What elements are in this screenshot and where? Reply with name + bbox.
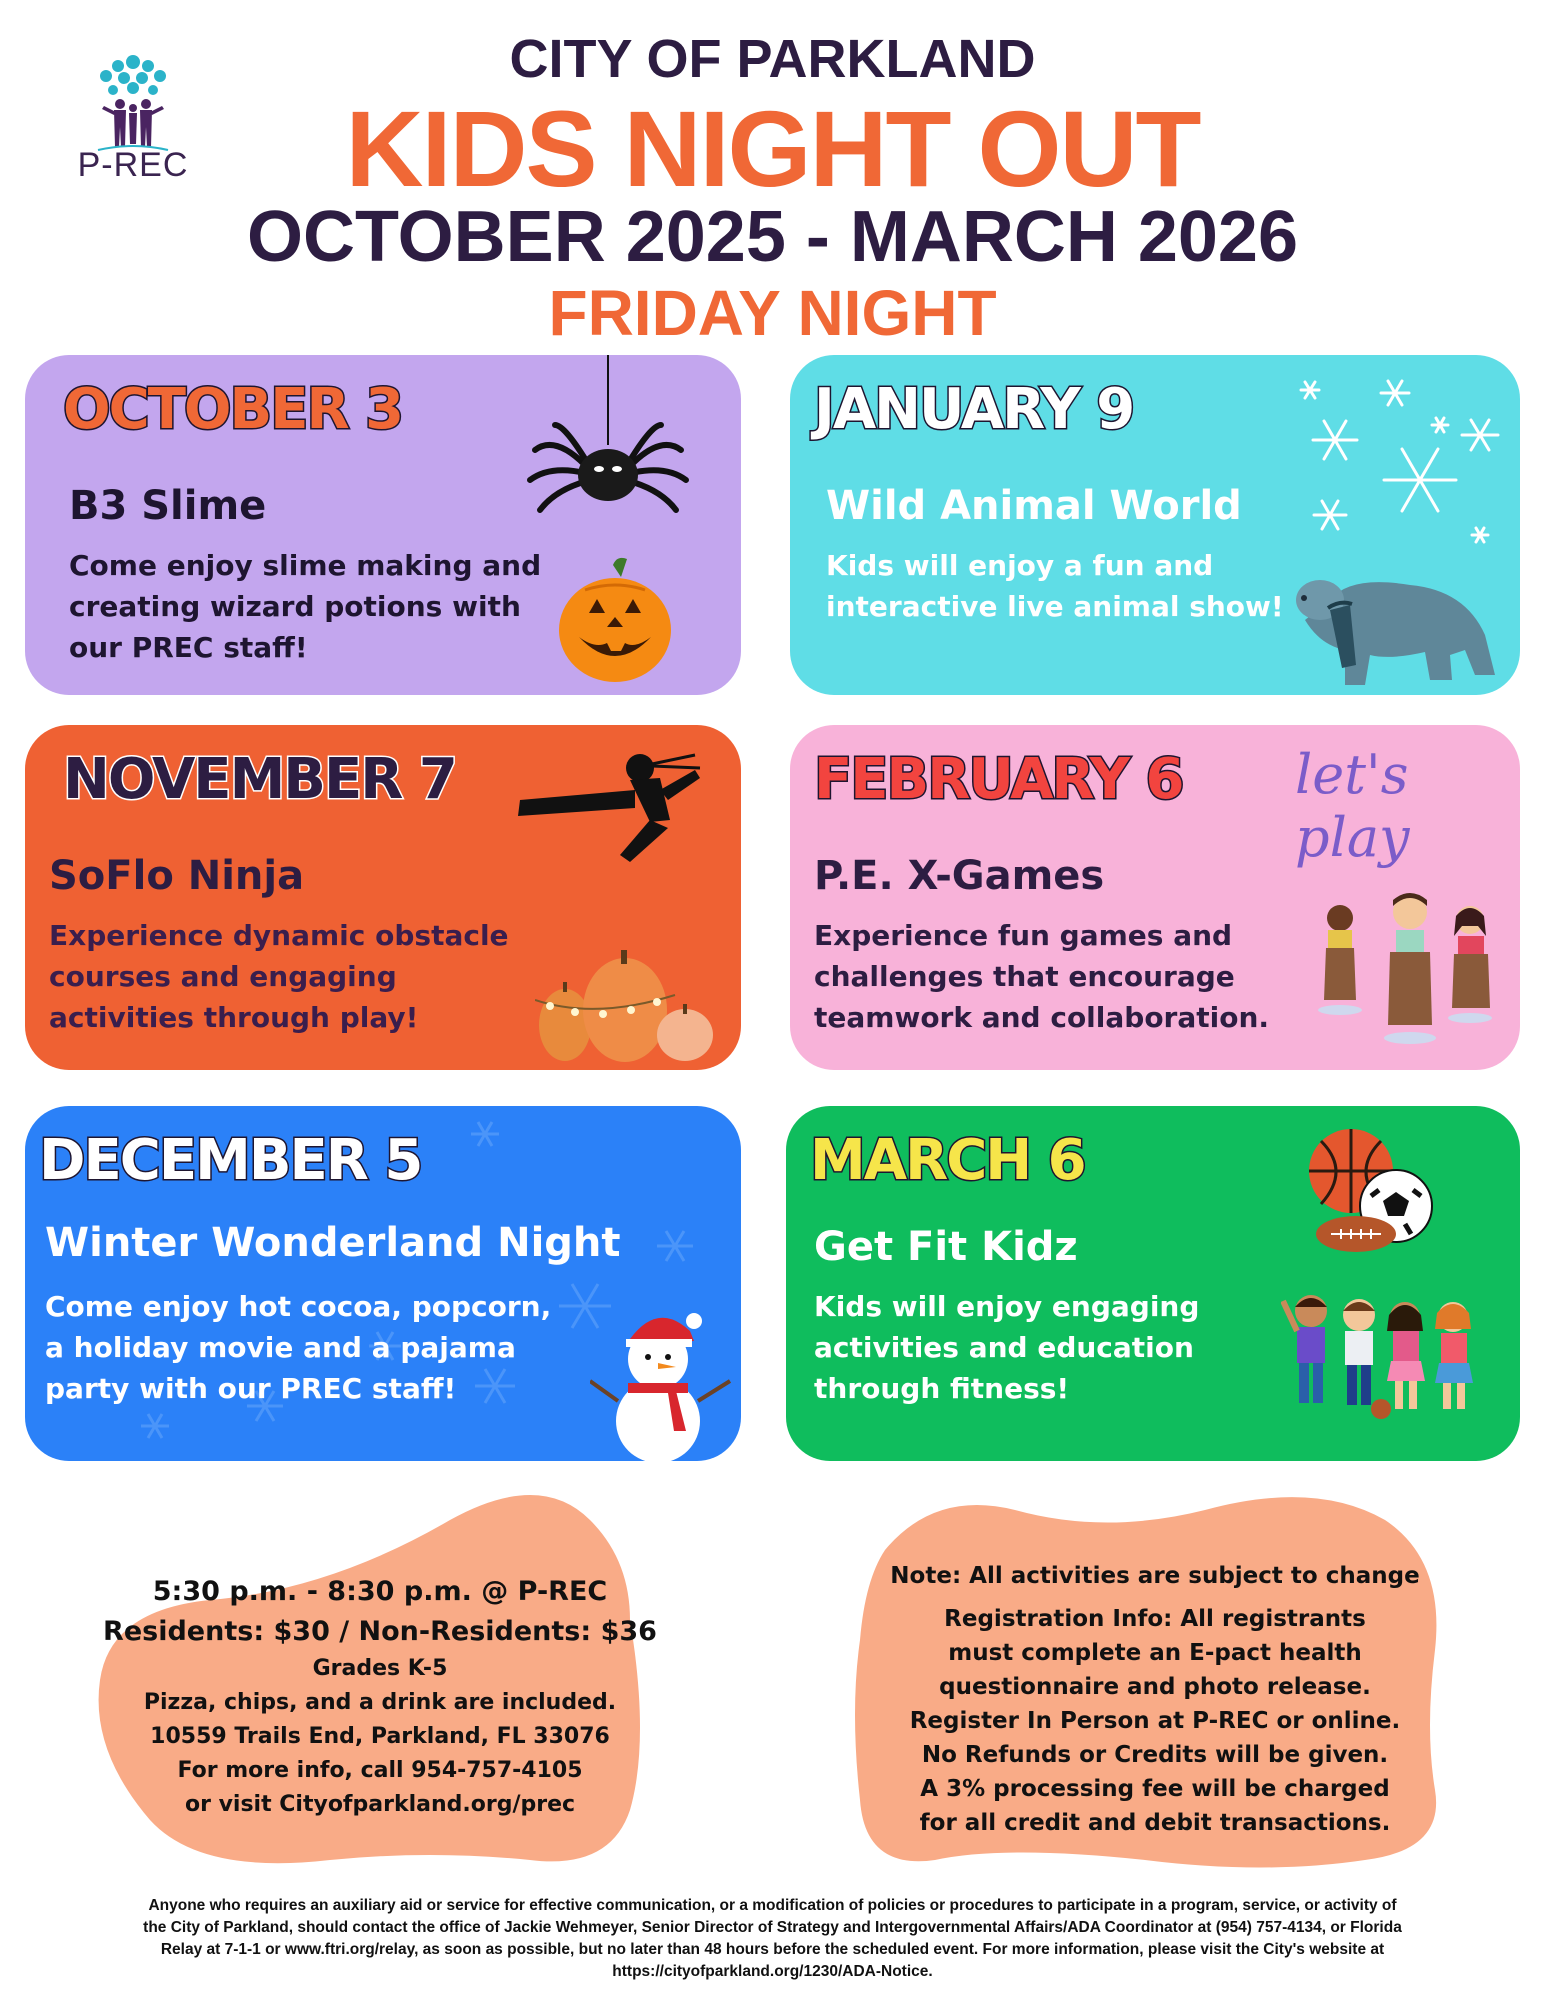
event-date: OCTOBER 3 [63,377,403,442]
registration-line: Register In Person at P-REC or online. [909,1708,1401,1734]
event-date: JANUARY 9 [814,377,1134,442]
event-title: P.E. X-Games [814,853,1105,899]
description-line: creating wizard potions with [69,590,521,623]
registration-line: for all credit and debit transactions. [919,1810,1391,1836]
info-right [845,1556,1465,1840]
event-card-january [790,355,1520,695]
ada-link[interactable]: https://cityofparkland.org/1230/ADA-Notice. [612,1963,933,1980]
time-text: 5:30 p.m. - 8:30 p.m. @ P-REC [152,1576,608,1607]
lets-play-badge: let's play [1295,743,1410,869]
subtitle: FRIDAY NIGHT [548,277,997,349]
sports-balls-icon [1301,1126,1441,1261]
ninja-kick-icon [510,750,710,870]
jack-o-lantern-icon [555,555,675,685]
event-title: Get Fit Kidz [814,1224,1078,1270]
description-line: Kids will enjoy engaging [814,1290,1200,1323]
event-description [49,915,509,1038]
grades-text: Grades K-5 [312,1656,448,1681]
description-line: Experience dynamic obstacle [49,919,509,952]
polar-bear-icon [1290,560,1510,695]
event-description [814,915,1269,1038]
event-card-february [790,725,1520,1070]
event-date: MARCH 6 [810,1128,1085,1193]
info-left [70,1572,690,1822]
event-date: DECEMBER 5 [39,1128,422,1193]
date-range: OCTOBER 2025 - MARCH 2026 [247,197,1298,277]
pumpkins-icon [535,930,725,1065]
event-card-october [25,355,741,695]
food-text: Pizza, chips, and a drink are included. [143,1690,617,1715]
description-line: challenges that encourage [814,960,1235,993]
description-line: a holiday movie and a pajama [45,1331,516,1364]
description-line: our PREC staff! [69,631,308,664]
fees-text: Residents: $30 / Non-Residents: $36 [103,1616,657,1647]
registration-line: must complete an E-pact health [948,1640,1362,1666]
description-line: Come enjoy slime making and [69,549,542,582]
phone-text: For more info, call 954-757-4105 [177,1758,583,1783]
event-title: SoFlo Ninja [49,853,305,899]
registration-line: questionnaire and photo release. [939,1674,1371,1700]
registration-line: A 3% processing fee will be charged [920,1776,1390,1802]
event-card-november [25,725,741,1070]
web-text: or visit Cityofparkland.org/prec [184,1792,576,1817]
event-description [814,1286,1199,1409]
event-title: Winter Wonderland Night [45,1220,621,1266]
sack-race-kids-icon [1310,890,1510,1065]
description-line: activities through play! [49,1001,419,1034]
kids-group-icon [1281,1281,1481,1431]
event-card-march [786,1106,1520,1461]
event-title: Wild Animal World [826,483,1242,529]
event-description [45,1286,551,1409]
registration-line: No Refunds or Credits will be given. [921,1742,1389,1768]
snowman-icon [590,1301,740,1461]
description-line: Kids will enjoy a fun and [826,549,1214,582]
registration-line: Registration Info: All registrants [944,1606,1366,1632]
logo-text: P-REC [77,146,189,184]
event-date: FEBRUARY 6 [814,747,1183,812]
description-line: party with our PREC staff! [45,1372,457,1405]
description-line: Come enjoy hot cocoa, popcorn, [45,1290,552,1323]
page-title: KIDS NIGHT OUT [345,88,1200,209]
event-card-december [25,1106,741,1461]
note-text: Note: All activities are subject to change [890,1563,1420,1589]
event-description [826,545,1284,627]
snowflakes-icon [1290,365,1510,565]
ada-line: the City of Parkland, should contact the office of Jackie Wehmeyer, Senior Director of Strategy and Intergovernmental Affairs/ADA Coordinator at (954) 757-4134, or Florida [143,1919,1402,1936]
event-date: NOVEMBER 7 [63,747,456,812]
description-line: activities and education [814,1331,1194,1364]
spider-icon [525,355,715,515]
address-text: 10559 Trails End, Parkland, FL 33076 [150,1724,610,1749]
city-name: CITY OF PARKLAND [509,29,1036,89]
description-line: Experience fun games and [814,919,1233,952]
ada-line: Relay at 7-1-1 or www.ftri.org/relay, as soon as possible, but no later than 48 hours before the scheduled event. For more information, please visit the City's website at [160,1941,1385,1958]
event-description [69,545,541,668]
event-title: B3 Slime [69,483,267,529]
description-line: courses and engaging [49,960,397,993]
ada-line: Anyone who requires an auxiliary aid or service for effective communication, or a modification of policies or procedures to participate in a program, service, or activity of [148,1897,1397,1914]
description-line: through fitness! [814,1372,1070,1405]
ada-notice [8,1895,1537,1983]
description-line: teamwork and collaboration. [814,1001,1270,1034]
registration-info [845,1602,1465,1840]
description-line: interactive live animal show! [826,590,1284,623]
